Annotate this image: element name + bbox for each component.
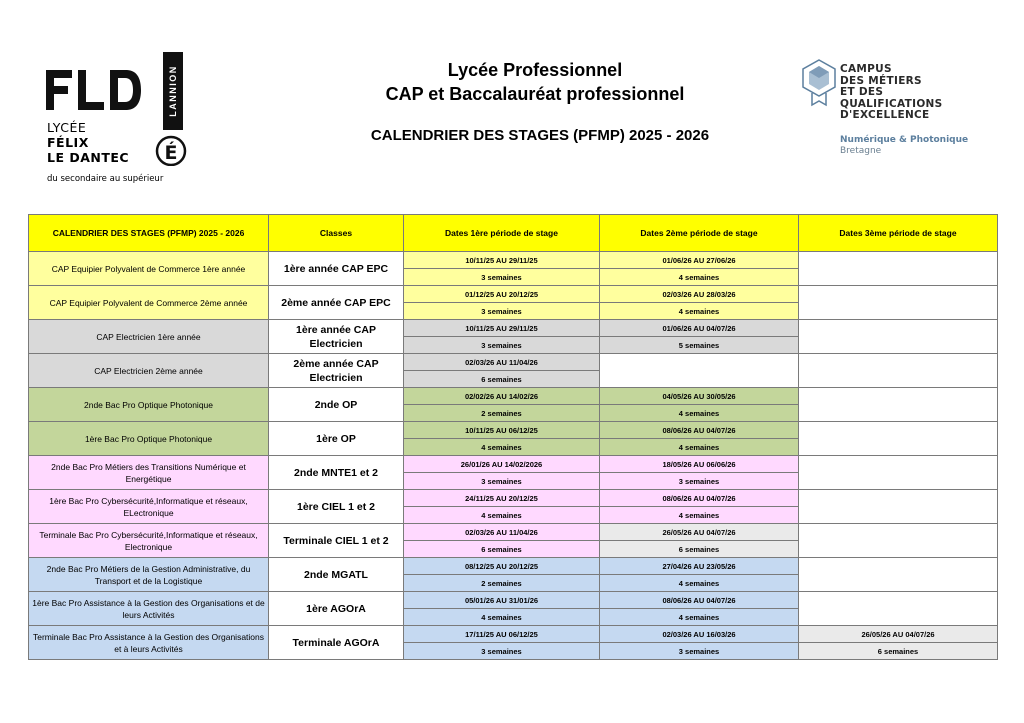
- class-name: 1ère CIEL 1 et 2: [269, 490, 404, 524]
- column-header: Dates 2ème période de stage: [600, 215, 799, 252]
- period3-empty: [799, 252, 998, 286]
- table-row: [29, 388, 998, 405]
- training-label: CAP Electricien 1ère année: [29, 320, 269, 354]
- column-header: Classes: [269, 215, 404, 252]
- period3-empty: [799, 524, 998, 558]
- period1-dates: 17/11/25 AU 06/12/25: [404, 626, 600, 643]
- internship-calendar-table: [28, 214, 998, 660]
- period1-duration: 3 semaines: [404, 303, 600, 320]
- period3-empty: [799, 592, 998, 626]
- class-name: 1ère OP: [269, 422, 404, 456]
- training-label: CAP Equipier Polyvalent de Commerce 2ème année: [29, 286, 269, 320]
- period1-dates: 02/02/26 AU 14/02/26: [404, 388, 600, 405]
- period2-duration: 4 semaines: [600, 269, 799, 286]
- page-title: Lycée Professionnel: [447, 60, 623, 80]
- training-label: 2nde Bac Pro Optique Photonique: [29, 388, 269, 422]
- period1-duration: 4 semaines: [404, 507, 600, 524]
- table-header-row: [29, 215, 998, 252]
- period2-dates: 01/06/26 AU 27/06/26: [600, 252, 799, 269]
- training-label: 2nde Bac Pro Métiers de la Gestion Administrative, du Transport et de la Logistique: [29, 558, 269, 592]
- class-name: 2ème année CAP Electricien: [269, 354, 404, 388]
- class-name: 1ère AGOrA: [269, 592, 404, 626]
- school-type: LYCÉE: [47, 120, 87, 135]
- training-label: Terminale Bac Pro Cybersécurité,Informatique et réseaux, Electronique: [29, 524, 269, 558]
- period3-empty: [799, 422, 998, 456]
- period3-dates: 26/05/26 AU 04/07/26: [799, 626, 998, 643]
- period2-duration: 3 semaines: [600, 473, 799, 490]
- table-row: [29, 354, 998, 371]
- period3-empty: [799, 388, 998, 422]
- table-row: [29, 558, 998, 575]
- class-name: 2nde MNTE1 et 2: [269, 456, 404, 490]
- period1-duration: 4 semaines: [404, 439, 600, 456]
- campus-badge-icon: [798, 57, 840, 107]
- period1-duration: 2 semaines: [404, 575, 600, 592]
- school-name-line1: FÉLIX: [47, 135, 89, 150]
- training-label: 1ère Bac Pro Optique Photonique: [29, 422, 269, 456]
- period1-dates: 02/03/26 AU 11/04/26: [404, 354, 600, 371]
- period2-duration: 5 semaines: [600, 337, 799, 354]
- school-tagline: du secondaire au supérieur: [47, 174, 164, 184]
- period1-duration: 3 semaines: [404, 473, 600, 490]
- class-name: 2ème année CAP EPC: [269, 286, 404, 320]
- campus-line: DES MÉTIERS: [840, 74, 922, 87]
- campus-line: CAMPUS: [840, 63, 892, 75]
- table-row: [29, 524, 998, 541]
- class-name: Terminale CIEL 1 et 2: [269, 524, 404, 558]
- period2-duration: 4 semaines: [600, 405, 799, 422]
- period2-duration: 4 semaines: [600, 303, 799, 320]
- column-header: Dates 3ème période de stage: [799, 215, 998, 252]
- period1-duration: 3 semaines: [404, 337, 600, 354]
- training-label: 2nde Bac Pro Métiers des Transitions Numérique et Energétique: [29, 456, 269, 490]
- period1-dates: 02/03/26 AU 11/04/26: [404, 524, 600, 541]
- period1-dates: 26/01/26 AU 14/02/2026: [404, 456, 600, 473]
- campus-specialty: Numérique & Photonique: [840, 135, 969, 145]
- school-name-line2: LE DANTEC: [47, 150, 130, 165]
- table-row: [29, 252, 998, 269]
- table-row: [29, 490, 998, 507]
- class-name: Terminale AGOrA: [269, 626, 404, 660]
- period1-dates: 10/11/25 AU 06/12/25: [404, 422, 600, 439]
- page-subtitle: CAP et Baccalauréat professionnel: [385, 84, 685, 104]
- period1-duration: 6 semaines: [404, 371, 600, 388]
- period2-dates: 04/05/26 AU 30/05/26: [600, 388, 799, 405]
- period3-empty: [799, 286, 998, 320]
- class-name: 1ère année CAP Electricien: [269, 320, 404, 354]
- period1-duration: 4 semaines: [404, 609, 600, 626]
- period1-dates: 05/01/26 AU 31/01/26: [404, 592, 600, 609]
- class-name: 1ère année CAP EPC: [269, 252, 404, 286]
- training-label: CAP Electricien 2ème année: [29, 354, 269, 388]
- period1-duration: 6 semaines: [404, 541, 600, 558]
- period1-dates: 24/11/25 AU 20/12/25: [404, 490, 600, 507]
- table-row: [29, 592, 998, 609]
- table-row: [29, 286, 998, 303]
- period2-duration: 6 semaines: [600, 541, 799, 558]
- table-row: [29, 456, 998, 473]
- class-name: 2nde OP: [269, 388, 404, 422]
- fld-logo: [46, 70, 141, 110]
- svg-text:É: É: [164, 142, 178, 164]
- period1-duration: 2 semaines: [404, 405, 600, 422]
- campus-line: QUALIFICATIONS: [840, 97, 943, 110]
- period2-dates: 02/03/26 AU 16/03/26: [600, 626, 799, 643]
- period2-dates: 08/06/26 AU 04/07/26: [600, 422, 799, 439]
- city-banner: [163, 52, 183, 130]
- period2-dates: 01/06/26 AU 04/07/26: [600, 320, 799, 337]
- period2-empty: [600, 354, 799, 388]
- period1-dates: 01/12/25 AU 20/12/25: [404, 286, 600, 303]
- school-name: [47, 120, 129, 165]
- city-name: LANNION: [168, 65, 178, 117]
- training-label: Terminale Bac Pro Assistance à la Gestion des Organisations et à leurs Activités: [29, 626, 269, 660]
- period1-duration: 3 semaines: [404, 643, 600, 660]
- period2-duration: 3 semaines: [600, 643, 799, 660]
- calendar-title: CALENDRIER DES STAGES (PFMP) 2025 - 2026: [370, 127, 710, 144]
- column-header: CALENDRIER DES STAGES (PFMP) 2025 - 2026: [29, 215, 269, 252]
- campus-subtitle: [840, 135, 968, 157]
- period1-dates: 10/11/25 AU 29/11/25: [404, 252, 600, 269]
- period3-empty: [799, 456, 998, 490]
- period2-dates: 08/06/26 AU 04/07/26: [600, 592, 799, 609]
- period2-dates: 18/05/26 AU 06/06/26: [600, 456, 799, 473]
- period3-empty: [799, 558, 998, 592]
- table-row: [29, 320, 998, 337]
- column-header: Dates 1ère période de stage: [404, 215, 600, 252]
- table-row: [29, 422, 998, 439]
- campus-line: D'EXCELLENCE: [840, 109, 930, 121]
- campus-region: Bretagne: [840, 146, 882, 156]
- period3-duration: 6 semaines: [799, 643, 998, 660]
- table-row: [29, 626, 998, 643]
- period1-dates: 10/11/25 AU 29/11/25: [404, 320, 600, 337]
- class-name: 2nde MGATL: [269, 558, 404, 592]
- period2-duration: 4 semaines: [600, 575, 799, 592]
- training-label: CAP Equipier Polyvalent de Commerce 1ère année: [29, 252, 269, 286]
- period3-empty: [799, 354, 998, 388]
- period2-dates: 27/04/26 AU 23/05/26: [600, 558, 799, 575]
- training-label: 1ère Bac Pro Cybersécurité,Informatique et réseaux, ELectronique: [29, 490, 269, 524]
- period2-duration: 4 semaines: [600, 507, 799, 524]
- period2-dates: 26/05/26 AU 04/07/26: [600, 524, 799, 541]
- e-accent-icon: [155, 134, 187, 166]
- training-label: 1ère Bac Pro Assistance à la Gestion des Organisations et de leurs Activités: [29, 592, 269, 626]
- period1-dates: 08/12/25 AU 20/12/25: [404, 558, 600, 575]
- period3-empty: [799, 490, 998, 524]
- period2-duration: 4 semaines: [600, 609, 799, 626]
- period2-duration: 4 semaines: [600, 439, 799, 456]
- period2-dates: 02/03/26 AU 28/03/26: [600, 286, 799, 303]
- campus-line: ET DES: [840, 86, 884, 98]
- period1-duration: 3 semaines: [404, 269, 600, 286]
- campus-label: [840, 64, 943, 122]
- period3-empty: [799, 320, 998, 354]
- period2-dates: 08/06/26 AU 04/07/26: [600, 490, 799, 507]
